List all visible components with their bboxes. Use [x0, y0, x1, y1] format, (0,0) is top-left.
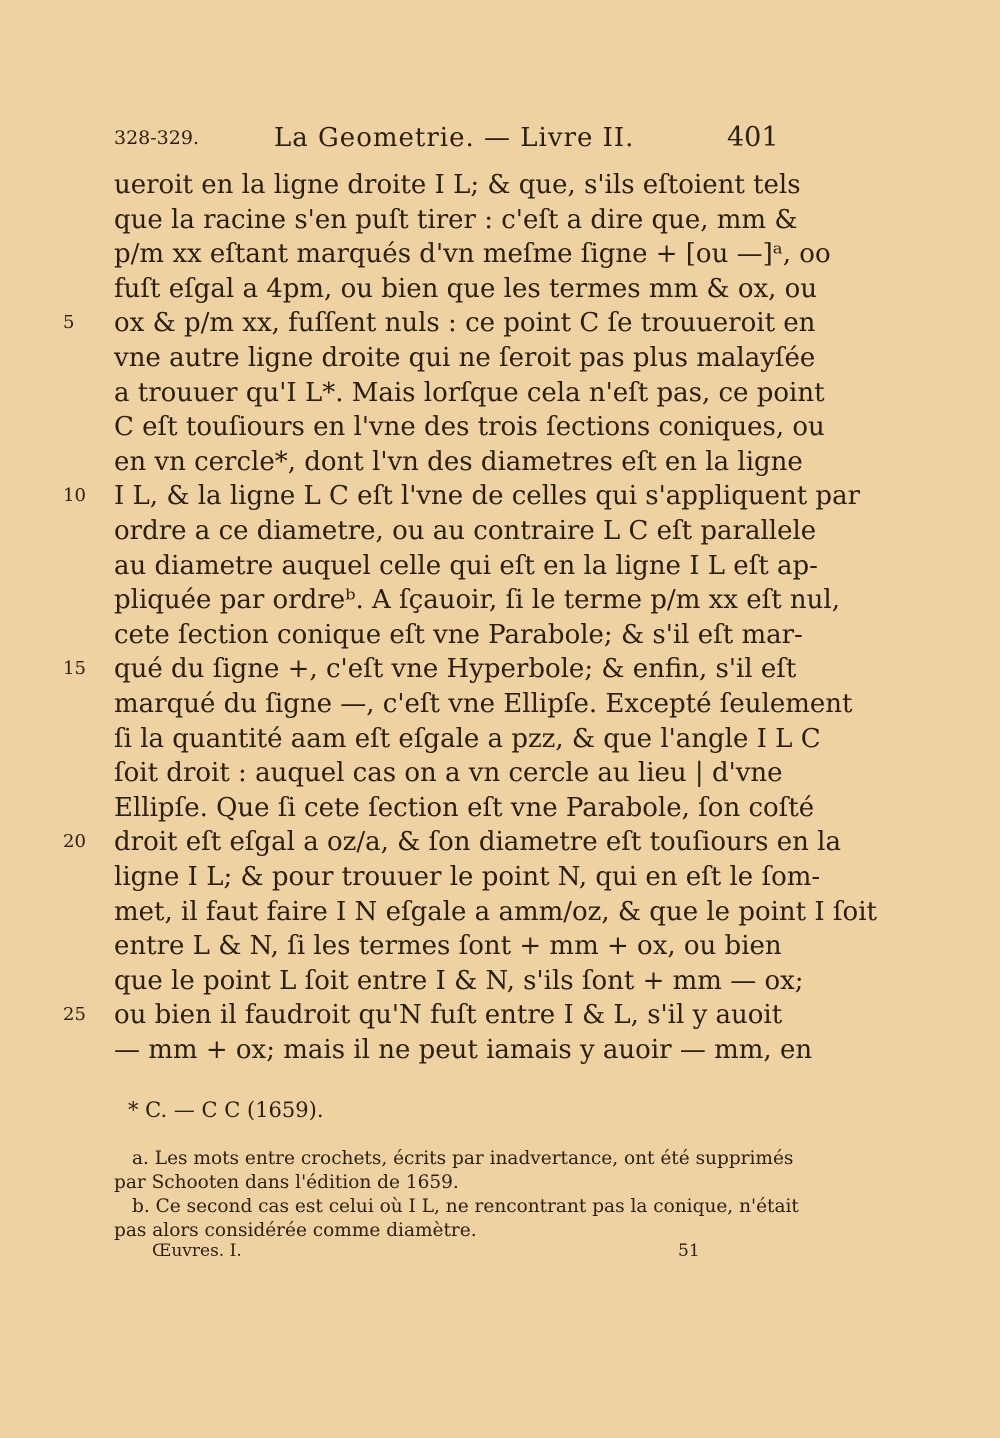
gathering-number: 51: [678, 1241, 700, 1261]
text-line: ou bien il faudroit qu'N fuſt entre I & L, s'il y auoit: [114, 1000, 783, 1030]
line-number: 5: [63, 312, 75, 333]
page-number: 401: [727, 122, 779, 153]
text-line: en vn cercle*, dont l'vn des diametres eſt en la ligne: [114, 447, 803, 477]
text-line: fuſt eſgal a 4pm, ou bien que les termes mm & ox, ou: [114, 274, 818, 304]
text-line: ſoit droit : auquel cas on a vn cercle au lieu | d'vne: [114, 758, 783, 788]
signature-mark: Œuvres. I.: [152, 1241, 242, 1261]
text-line: — mm + ox; mais il ne peut iamais y auoir — mm, en: [114, 1035, 813, 1065]
line-number: 10: [63, 485, 86, 506]
text-line: a trouuer qu'I L*. Mais lorſque cela n'eſt pas, ce point: [114, 378, 825, 408]
text-line: marqué du ſigne —, c'eſt vne Ellipſe. Excepté ſeulement: [114, 689, 853, 719]
text-line: C eſt touſiours en l'vne des trois ſections coniques, ou: [114, 412, 825, 442]
line-number: 25: [63, 1004, 86, 1025]
text-line: que le point L ſoit entre I & N, s'ils ſont + mm — ox;: [114, 966, 804, 996]
text-line: I L, & la ligne L C eſt l'vne de celles qui s'appliquent par: [114, 481, 861, 511]
variant-note: * C. — C C (1659).: [128, 1098, 324, 1122]
text-line: ox & p/m xx, fuſſent nuls : ce point C ſe trouueroit en: [114, 308, 816, 338]
text-line: ordre a ce diametre, ou au contraire L C eſt parallele: [114, 516, 817, 546]
footnote-b-cont: pas alors considérée comme diamètre.: [114, 1220, 477, 1241]
text-line: met, il faut faire I N eſgale a amm/oz, & que le point I ſoit: [114, 897, 877, 927]
text-line: vne autre ligne droite qui ne ſeroit pas plus malayſée: [114, 343, 816, 373]
text-line: droit eſt eſgal a oz/a, & ſon diametre eſt touſiours en la: [114, 827, 841, 857]
running-title: La Geometrie. — Livre II.: [274, 123, 635, 153]
text-line: cete ſection conique eſt vne Parabole; & s'il eſt mar-: [114, 620, 803, 650]
footnote-b: b. Ce second cas est celui où I L, ne rencontrant pas la conique, n'était: [132, 1196, 799, 1217]
text-line: ueroit en la ligne droite I L; & que, s'ils eſtoient tels: [114, 170, 801, 200]
text-line: Ellipſe. Que ſi cete ſection eſt vne Parabole, ſon coſté: [114, 793, 815, 823]
text-line: ſi la quantité aam eſt eſgale a pzz, & que l'angle I L C: [114, 724, 821, 754]
text-line: qué du ſigne +, c'eſt vne Hyperbole; & enfin, s'il eſt: [114, 654, 797, 684]
footnote-a-cont: par Schooten dans l'édition de 1659.: [114, 1172, 459, 1193]
text-line: ligne I L; & pour trouuer le point N, qui en eſt le ſom-: [114, 862, 821, 892]
line-number: 20: [63, 831, 86, 852]
footnote-a: a. Les mots entre crochets, écrits par inadvertance, ont été supprimés: [132, 1148, 794, 1169]
text-line: que la racine s'en puſt tirer : c'eſt a dire que, mm &: [114, 205, 798, 235]
text-line: pliquée par ordreᵇ. A ſçauoir, ſi le terme p/m xx eſt nul,: [114, 585, 840, 615]
page-range: 328-329.: [114, 127, 199, 149]
text-line: entre L & N, ſi les termes ſont + mm + ox, ou bien: [114, 931, 782, 961]
text-line: p/m xx eſtant marqués d'vn meſme ſigne + [ou —]ᵃ, oo: [114, 239, 831, 269]
text-line: au diametre auquel celle qui eſt en la ligne I L eſt ap-: [114, 551, 818, 581]
line-number: 15: [63, 658, 86, 679]
